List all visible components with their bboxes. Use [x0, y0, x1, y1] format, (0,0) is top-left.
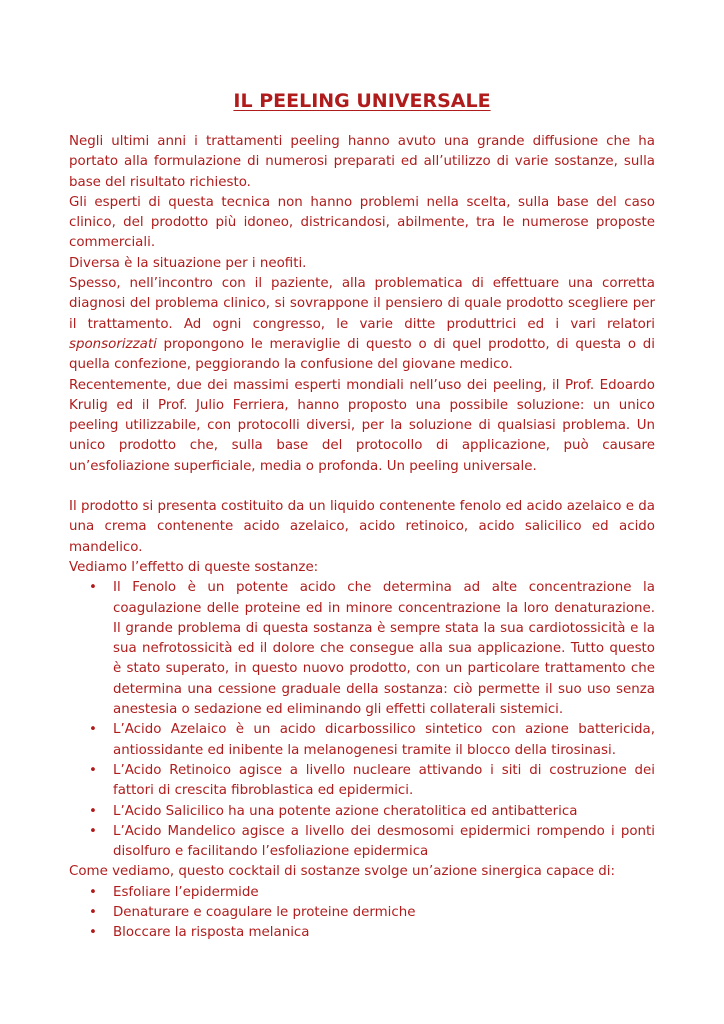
list-item-fenolo: • Il Fenolo è un potente acido che determina ad alte concentrazione la coagulazione delle proteine ed in minore concentrazione la loro denaturazione. Il grande problema di questa sostanza è sempre stata la sua cardiotossicità e la sua nefrotossicità ed il dolore che consegue alla sua applicazione. Tutto questo è stato superato, in questo nuovo prodotto, con un particolare trattamento che determina una cessione graduale della sostanza: ciò permette il suo uso senza anestesia o sedazione ed eliminando gli effetti collaterali sistemici. — [113, 578, 655, 720]
paragraph-congressi-text-2: propongono le meraviglie di questo o di quel prodotto, di questa o di quella confezione, peggiorando la confusione del giovane medico. — [69, 336, 655, 373]
list-item-bloccare: • Bloccare la risposta melanica — [113, 923, 655, 943]
document-page — [69, 88, 655, 944]
paragraph-cocktail: Come vediamo, questo cocktail di sostanze svolge un’azione sinergica capace di: — [69, 864, 616, 880]
paragraph-congressi — [69, 274, 655, 375]
paragraph-experts: Gli esperti di questa tecnica non hanno problemi nella scelta, sulla base del caso clinico, del prodotto più idoneo, districandosi, abilmente, tra le numerose proposte commerciali. — [69, 194, 655, 251]
paragraph-spacer — [69, 477, 655, 497]
paragraph-neofiti: Diversa è la situazione per i neofiti. — [69, 255, 307, 271]
italic-sponsorizzati: sponsorizzati — [69, 336, 157, 352]
document-title: IL PEELING UNIVERSALE — [233, 90, 491, 112]
substances-list — [69, 578, 655, 862]
list-item-acido-azelaico: • L’Acido Azelaico è un acido dicarbossilico sintetico con azione battericida, antiossidante ed inibente la melanogenesi tramite il blocco della tirosinasi. — [113, 720, 655, 761]
list-item-acido-retinoico: • L’Acido Retinoico agisce a livello nucleare attivando i siti di costruzione dei fattori di crescita fibroblastica ed epidermici. — [113, 761, 655, 802]
paragraph-congressi-text-1: Spesso, nell’incontro con il paziente, alla problematica di effettuare una corretta diagnosi del problema clinico, si sovrappone il pensiero di quale prodotto scegliere per il trattamento. Ad ogni congresso, le varie ditte produttrici ed i vari relatori — [69, 276, 655, 332]
paragraph-effetto-intro: Vediamo l’effetto di queste sostanze: — [69, 559, 319, 575]
paragraph-intro: Negli ultimi anni i trattamenti peeling hanno avuto una grande diffusione che ha portato alla formulazione di numerosi preparati ed all’utilizzo di varie sostanze, sulla base del risultato richiesto. — [69, 134, 655, 190]
list-item-acido-mandelico: • L’Acido Mandelico agisce a livello dei desmosomi epidermici rompendo i ponti disolfuro e facilitando l’esfoliazione epidermica — [113, 822, 655, 863]
paragraph-soluzione: Recentemente, due dei massimi esperti mondiali nell’uso dei peeling, il Prof. Edoardo Krulig ed il Prof. Julio Ferriera, hanno proposto una possibile soluzione: un unico peeling utilizzabile, con protocolli diversi, per la soluzione di qualsiasi problema. Un unico prodotto che, sulla base del protocollo di applicazione, può causare un’esfoliazione superficiale, media o profonda. Un peeling universale. — [69, 377, 655, 474]
actions-list — [69, 883, 655, 944]
list-item-denaturare: • Denaturare e coagulare le proteine dermiche — [113, 903, 655, 923]
paragraph-prodotto: Il prodotto si presenta costituito da un liquido contenente fenolo ed acido azelaico e da una crema contenente acido azelaico, acido retinoico, acido salicilico ed acido mandelico. — [69, 499, 655, 555]
list-item-esfoliare: • Esfoliare l’epidermide — [113, 883, 655, 903]
list-item-acido-salicilico: • L’Acido Salicilico ha una potente azione cheratolitica ed antibatterica — [113, 802, 655, 822]
